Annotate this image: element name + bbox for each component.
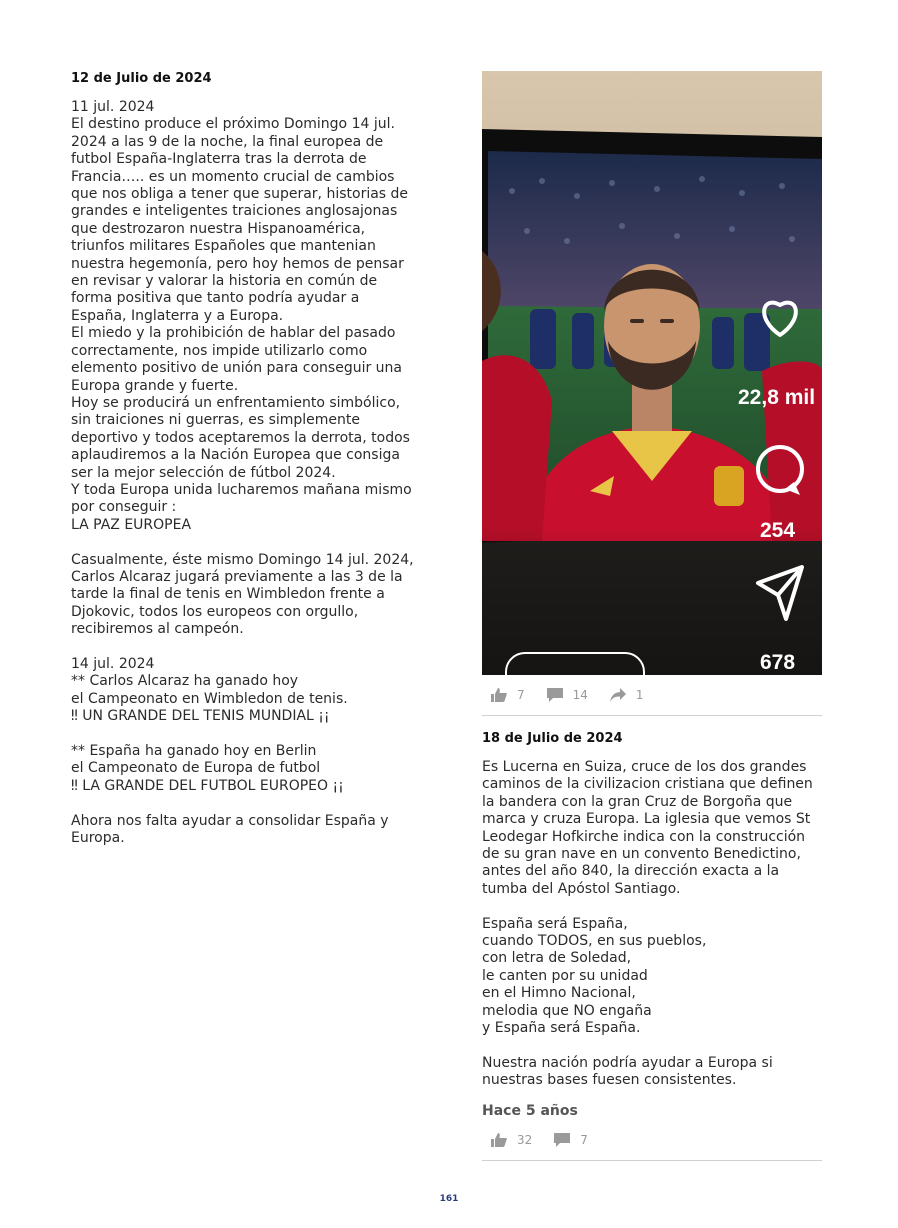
share-icon — [610, 688, 626, 702]
thumbs-up-icon — [491, 688, 507, 702]
share-reaction[interactable] — [610, 688, 644, 702]
right-post — [482, 730, 822, 1161]
like-reaction[interactable] — [491, 1133, 532, 1147]
post-age: Hace 5 años — [482, 1102, 578, 1119]
comment-reaction[interactable] — [547, 688, 588, 702]
post-body: 11 jul. 2024 El destino produce el próximo Domingo 14 jul. 2024 a las 9 de la noche, la final europea de futbol España-Inglaterra tras la derrota de Francia….. es un momento crucial de cambios que nos obliga a tener que superar, historias de grandes e inteligentes traiciones anglosajonas que destrozaron nuestra Hispanoamérica, triunfos militares Españoles que mantenian nuestra hegemonía, pero hoy hemos de pensar en revisar y valorar la historia en común de forma positiva que tanto podría ayudar a España, Inglaterra y a Europa. El miedo y la prohibición de hablar del pasado correctamente, nos impide utilizarlo como elemento positivo de unión para conseguir una Europa grande y fuerte. Hoy se producirá un enfrentamiento simbólico, sin traiciones ni guerras, es simplemente deportivo y todos aceptaremos la derrota, todos aplaudiremos a la Nación Europea que consiga ser la mejor selección de fútbol 2024. Y toda Europa unida lucharemos mañana mismo por conseguir : LA PAZ EUROPEA Casualmente, éste mismo Domingo 14 jul. 2024, Carlos Alcaraz jugará previamente a las 3 de la tarde la final de tenis en Wimbledon frente a Djokovic, todos los europeos con orgullo, recibiremos al campeón. 14 jul. 2024 ** Carlos Alcaraz ha ganado hoy el Campeonato en Wimbledon de tenis. ‼ UN GRANDE DEL TENIS MUNDIAL ¡¡ ** España ha ganado hoy en Berlin el Campeonato de Europa de futbol ‼ LA GRANDE DEL FUTBOL EUROPEO ¡¡ Ahora nos falta ayudar a consolidar España y Europa. — [71, 99, 414, 847]
comment-reaction[interactable] — [554, 1133, 588, 1147]
like-count: 7 — [517, 688, 525, 702]
share-count: 1 — [635, 688, 644, 702]
right-post-reactions — [482, 1120, 822, 1161]
thumbs-up-icon — [491, 1133, 507, 1147]
comment-icon — [547, 688, 563, 702]
post-body: Es Lucerna en Suiza, cruce de los dos grandes caminos de la civilizacion cristiana que definen la bandera con la gran Cruz de Borgoña que marca y cruza Europa. La iglesia que vemos St Leodegar Hofkirche indica con la construcción de su gran nave en un convento Benedictino, antes del año 840, la dirección exacta a la tumba del Apóstol Santiago. España será España, cuando TODOS, en sus pueblos, con letra de Soledad, le canten por su unidad en el Himno Nacional, melodia que NO engaña y España será España. Nuestra nación podría ayudar a Europa si nuestras bases fuesen consistentes. — [482, 759, 813, 1089]
video-embed[interactable] — [482, 71, 822, 675]
post-date-heading: 18 de Julio de 2024 — [482, 731, 623, 746]
page-number: 161 — [439, 1194, 459, 1204]
comment-count: 14 — [572, 688, 588, 702]
video-post-reactions — [482, 675, 822, 716]
right-column — [482, 71, 822, 1161]
video-comments-count: 254 — [760, 519, 796, 542]
like-count: 32 — [517, 1132, 533, 1147]
video-likes-count: 22,8 mil — [738, 386, 816, 409]
video-frame — [482, 71, 822, 675]
video-shares-count: 678 — [760, 651, 796, 674]
left-post — [71, 70, 416, 847]
like-reaction[interactable] — [491, 688, 525, 702]
comment-icon — [554, 1133, 570, 1147]
comment-count: 7 — [580, 1132, 588, 1147]
post-date-heading: 12 de Julio de 2024 — [71, 71, 212, 86]
